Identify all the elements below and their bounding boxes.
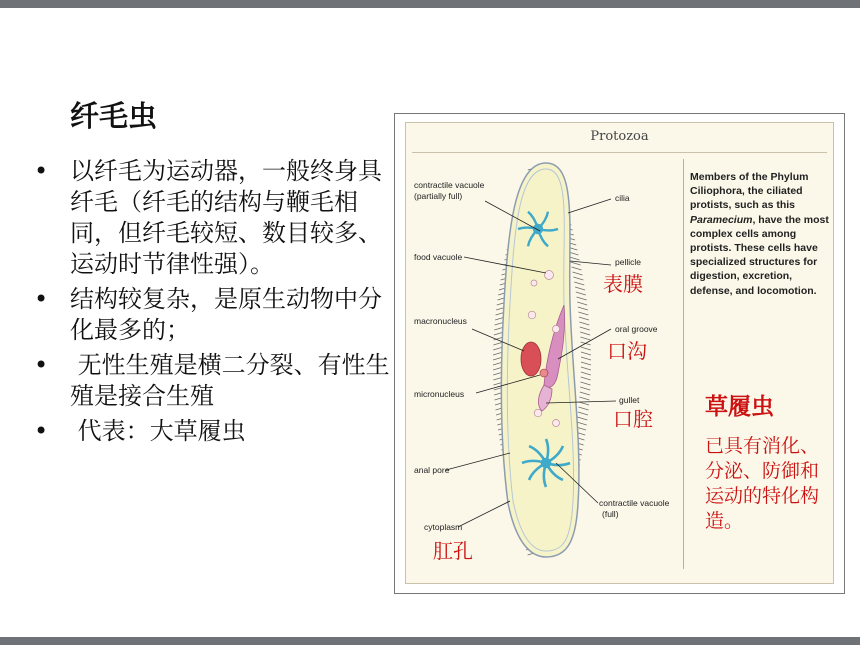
cilium [579,397,589,400]
annotation-gullet-cn: 口腔 [613,407,653,431]
cilium [571,262,581,265]
annotation-anal-pore-cn: 肛孔 [433,539,473,563]
paramecium-figure [394,113,845,594]
cilium [581,362,591,365]
cilium [572,267,582,270]
cilium [581,367,591,370]
cilium [576,292,586,295]
description-text-continued: , have the most complex cells among protists. These cells have specialized structures for digestion, excretion, defense, and locomotion. [690,213,829,297]
top-frame-bar [0,0,860,8]
label-cilia: cilia [615,193,630,203]
label-partially-full: (partially full) [414,191,463,201]
bullet-dot: • [34,157,49,185]
bullet-text: 代表：大草履虫 [70,417,246,445]
description-text: Members of the Phylum Ciliophora, the ciliated protists, such as this [690,171,809,212]
label-micronucleus: micronucleus [414,389,465,399]
label-oral-groove: oral groove [615,324,658,334]
bullet-item [34,284,390,346]
cilium [580,327,590,330]
cilium [581,347,591,350]
cilium [580,392,590,395]
cilium [578,307,588,310]
cilium [574,282,584,285]
bullet-dot: • [34,285,49,313]
label-cytoplasm: cytoplasm [424,522,463,532]
cilium [579,402,589,405]
label-anal-pore: anal pore [414,465,450,475]
bullet-dot: • [34,351,49,379]
label-gullet: gullet [619,395,640,405]
cilium [572,272,582,275]
bullet-list [34,156,390,451]
cilium [581,352,591,355]
label-full: (full) [602,509,619,519]
label-macronucleus: macronucleus [414,316,467,326]
cilium [578,312,588,315]
cilium [580,337,590,340]
cilium [575,287,585,290]
cilium [579,407,589,410]
cilium [581,377,591,380]
label-contractile-vacuole-bottom: contractile vacuole [599,498,670,508]
figure-title: Protozoa [590,129,649,144]
cilium [577,297,587,300]
label-food-vacuole: food vacuole [414,252,463,262]
bullet-text: 以纤毛为运动器，一般终身具纤毛（纤毛的结构与鞭毛相同，但纤毛较短、数目较多、运动时节律性强）。 [70,157,382,278]
label-contractile-vacuole-top: contractile vacuole [414,180,485,190]
micronucleus-shape [540,369,548,377]
bullet-item [34,350,390,412]
bottom-frame-bar [0,637,860,645]
bullet-item [34,156,390,280]
cilium [580,332,590,335]
annotation-oral-groove-cn: 口沟 [607,339,647,363]
cilium [578,412,588,415]
cilium [577,417,587,420]
annotation-name-cn: 草履虫 [705,394,774,420]
bullet-dot: • [34,417,49,445]
annotation-pellicle-cn: 表膜 [603,272,643,296]
cilium [570,257,580,260]
bullet-item [34,416,390,447]
annotation-note-cn: 已具有消化、分泌、防御和运动的特化构造。 [705,435,820,532]
slide-title: 纤毛虫 [70,99,158,133]
cilium [581,372,591,375]
cilium [577,422,587,425]
cilium [573,277,583,280]
cilium [579,322,589,325]
figure-description [690,170,830,298]
cilium [580,382,590,385]
macronucleus-shape [521,342,541,376]
label-pellicle: pellicle [615,257,641,267]
cilium [577,302,587,305]
bullet-text: 结构较复杂，是原生动物中分化最多的； [70,285,382,344]
bullet-text: 无性生殖是横二分裂、有性生殖是接合生殖 [70,351,390,410]
description-italic-name: Paramecium [690,213,753,226]
cilium [580,387,590,390]
cilium [581,357,591,360]
cilium [579,317,589,320]
